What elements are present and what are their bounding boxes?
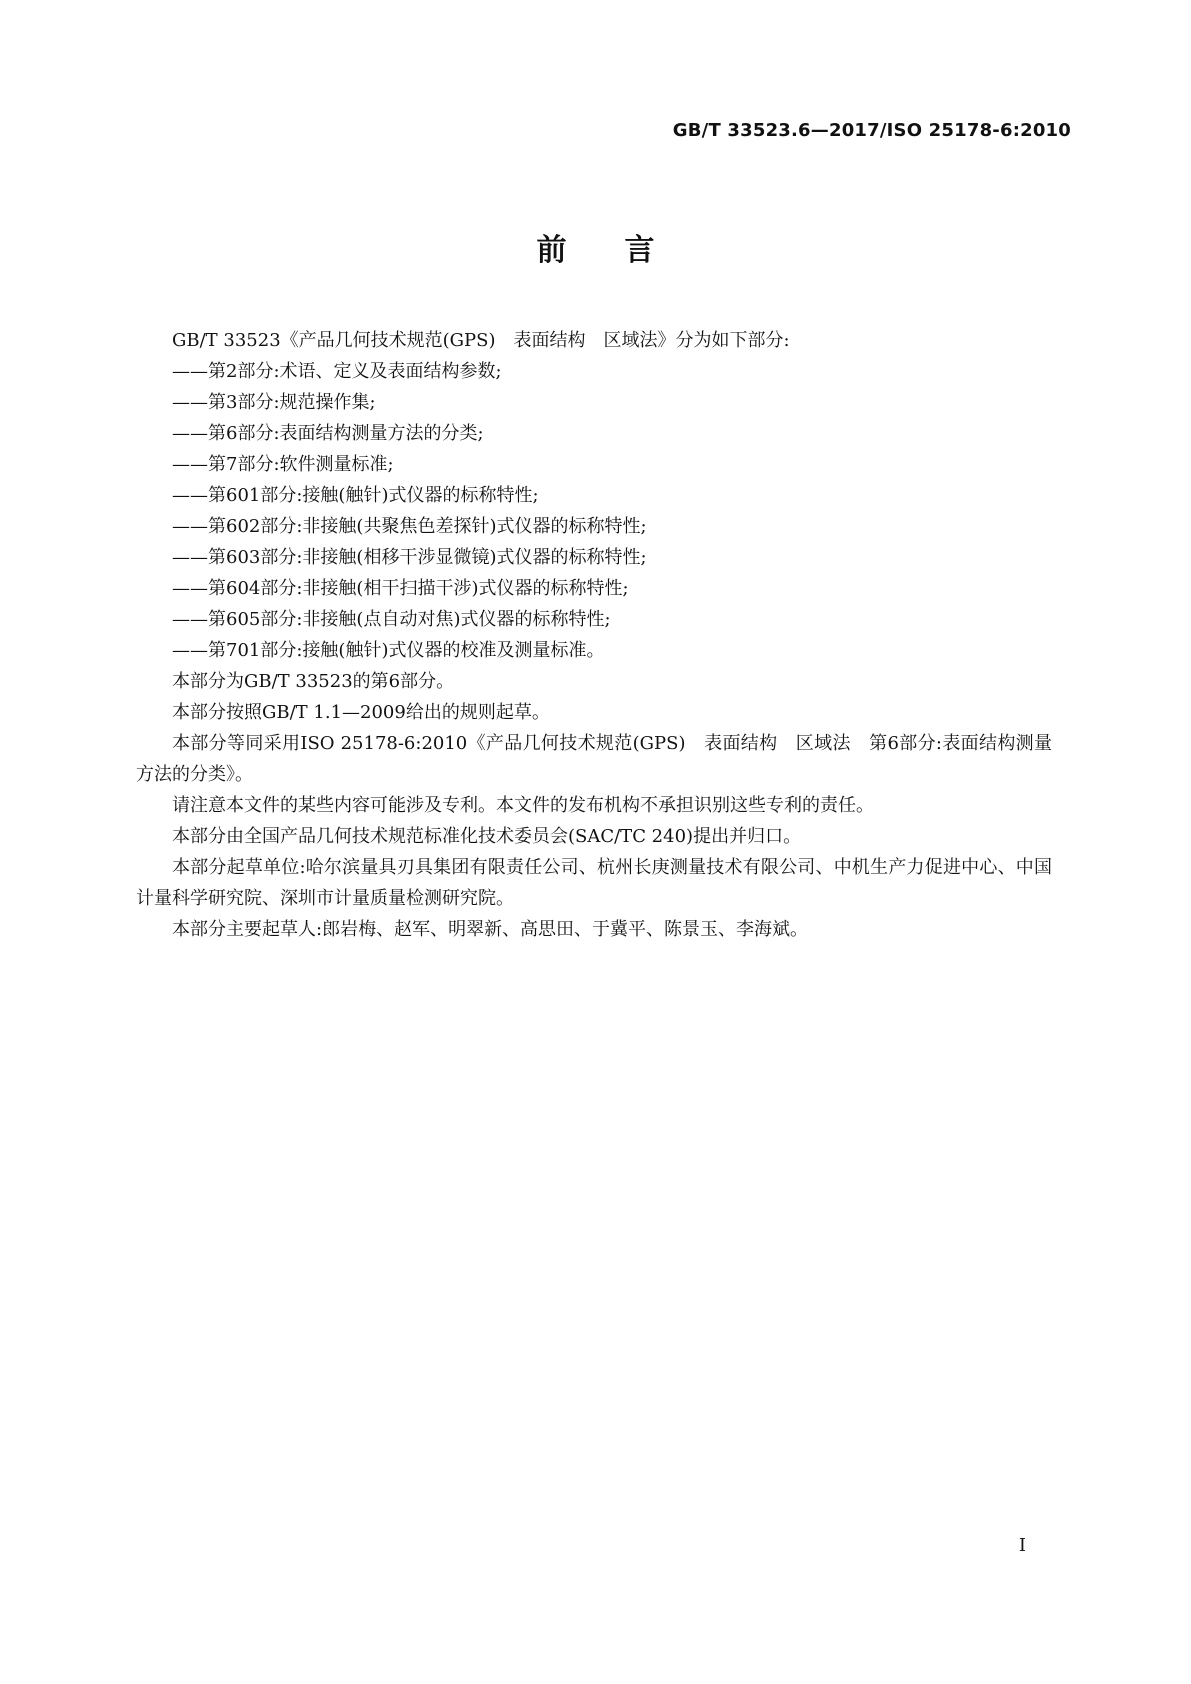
page-number: I [1018,1535,1026,1556]
paragraph-equivalence: 本部分等同采用ISO 25178-6:2010《产品几何技术规范(GPS) 表面结构 区域法 第6部分:表面结构测量方法的分类》。 [136,733,1052,785]
paragraph-part-statement: 本部分为GB/T 33523的第6部分。 [172,671,455,692]
paragraph-intro: GB/T 33523《产品几何技术规范(GPS) 表面结构 区域法》分为如下部分: [172,330,790,351]
paragraph-drafting-rules: 本部分按照GB/T 1.1—2009给出的规则起草。 [172,702,550,723]
document-number-header: GB/T 33523.6—2017/ISO 25178-6:2010 [672,120,1071,141]
list-item-part-604: ——第604部分:非接触(相干扫描干涉)式仪器的标称特性; [172,578,629,599]
list-item-part-605: ——第605部分:非接触(点自动对焦)式仪器的标称特性; [172,609,611,630]
list-item-part-701: ——第701部分:接触(触针)式仪器的校准及测量标准。 [172,640,605,661]
paragraph-patent-notice: 请注意本文件的某些内容可能涉及专利。本文件的发布机构不承担识别这些专利的责任。 [172,795,874,816]
foreword-body [136,325,1052,945]
paragraph-drafting-units: 本部分起草单位:哈尔滨量具刃具集团有限责任公司、杭州长庚测量技术有限公司、中机生产力促进中心、中国计量科学研究院、深圳市计量质量检测研究院。 [136,857,1052,909]
list-item-part-2: ——第2部分:术语、定义及表面结构参数; [172,361,502,382]
list-item-part-6: ——第6部分:表面结构测量方法的分类; [172,423,484,444]
list-item-part-602: ——第602部分:非接触(共聚焦色差探针)式仪器的标称特性; [172,516,647,537]
list-item-part-601: ——第601部分:接触(触针)式仪器的标称特性; [172,485,539,506]
list-item-part-603: ——第603部分:非接触(相移干涉显微镜)式仪器的标称特性; [172,547,647,568]
paragraph-proposer: 本部分由全国产品几何技术规范标准化技术委员会(SAC/TC 240)提出并归口。 [172,826,802,847]
paragraph-drafters: 本部分主要起草人:郎岩梅、赵军、明翠新、高思田、于冀平、陈景玉、李海斌。 [172,919,809,940]
list-item-part-3: ——第3部分:规范操作集; [172,392,376,413]
page-title: 前言 [536,233,713,268]
list-item-part-7: ——第7部分:软件测量标准; [172,454,394,475]
